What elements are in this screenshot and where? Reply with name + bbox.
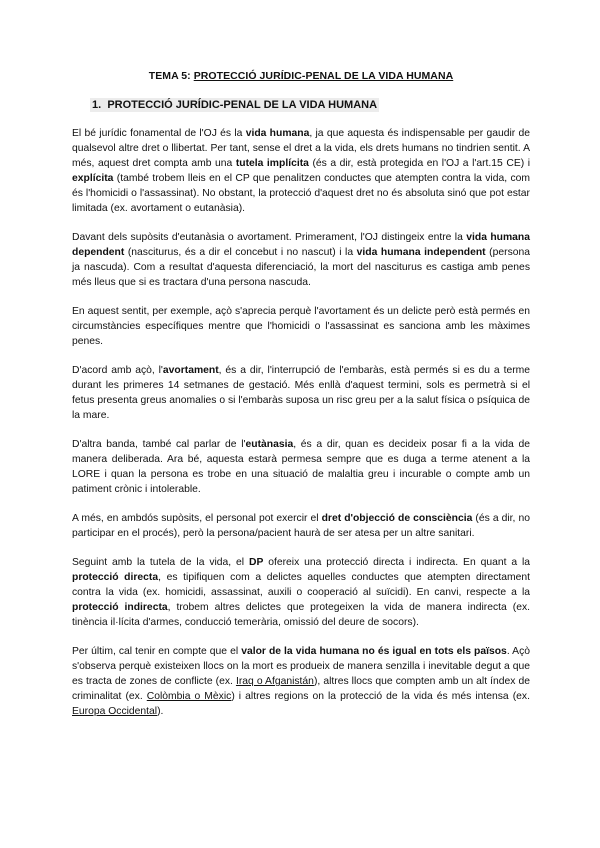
paragraph-4: D'acord amb açò, l'avortament, és a dir, l'interrupció de l'embaràs, està permés si es du a terme durant les primeres 14 setmanes de gestació. Més enllà d'aquest termini, sols es permetrà si el fetus presenta greus anomalies o si l'embaràs suposa un risc greu per a la salut física o psíquica de la mare. xyxy=(72,365,531,421)
example-link-iraq: Iraq o Afganistán xyxy=(235,676,314,687)
example-link-colombia: Colòmbia o Mèxic xyxy=(146,691,232,702)
paragraph-5: D'altra banda, també cal parlar de l'eutànasia, és a dir, quan es decideix posar fi a la vida de manera deliberada. Ara bé, aquesta estarà permesa sempre que es duga a terme atenent a la LORE i quan la persona es trobe en una situació de malaltia greu i incurable o compte amb un patiment crònic i intolerable. xyxy=(72,439,530,495)
paragraph-1: El bé jurídic fonamental de l'OJ és la vida humana, ja que aquesta és indispensable per gaudir de qualsevol altre dret o llibertat. Per tant, sense el dret a la vida, els drets humans no tindrien sentit. A més, aquest dret compta amb una tutela implícita (és a dir, està protegida en l'OJ a l'art.15 CE) i explícita (també trobem lleis en el CP que penalitzen conductes que atempten contra la vida, com és l'homicidi o l'assassinat). No obstant, la protecció d'aquest dret no és absoluta sinó que pot estar limitada (ex. avortament o eutanàsia). xyxy=(72,128,530,214)
example-link-europa: Europa Occidental xyxy=(72,706,158,717)
paragraph-7: Seguint amb la tutela de la vida, el DP ofereix una protecció directa i indirecta. En quant a la protecció directa, es tipifiquen com a delictes aquelles conductes que atempten directament contra la vida (ex. homicidi, assassinat, auxili o cooperació al suïcidi). En canvi, respecte a la protecció indirecta, trobem altres delictes que protegeixen la vida de manera indirecta (ex. tinència il·lícita d'armes, conducció temerària, omissió del deure de socors). xyxy=(72,557,531,628)
paragraph-2: Davant dels supòsits d'eutanàsia o avortament. Primerament, l'OJ distingeix entre la vida humana dependent (nasciturus, és a dir el concebut i no nascut) i la vida humana independent (persona ja nascuda). Com a resultat d'aquesta diferenciació, la mort del nasciturus es castiga amb penes més lleus que si es tractara d'una persona nascuda. xyxy=(72,232,531,288)
section-title: PROTECCIÓ JURÍDIC-PENAL DE LA VIDA HUMANA xyxy=(107,99,378,111)
title-main: PROTECCIÓ JURÍDIC-PENAL DE LA VIDA HUMANA xyxy=(193,70,454,82)
paragraph-3: En aquest sentit, per exemple, açò s'aprecia perquè l'avortament és un delicte però està permés en circumstàncies específiques mentre que l'homicidi o l'assassinat es sanciona amb les màximes penes. xyxy=(72,306,530,347)
document-page xyxy=(72,70,530,733)
paragraph-8: Per últim, cal tenir en compte que el valor de la vida humana no és igual en tots els països. Açò s'observa perquè existeixen llocs on la mort es produeix de manera senzilla i inevitable degut a que es tracta de zones de conflicte (ex. Iraq o Afganistán), altres llocs que compten amb un alt índex de criminalitat (ex. Colòmbia o Mèxic) i altres regions on la protecció de la vida és més intensa (ex. Europa Occidental). xyxy=(72,646,531,717)
paragraph-6: A més, en ambdós supòsits, el personal pot exercir el dret d'objecció de consciència (és a dir, no participar en el procés), però la persona/pacient haurà de ser atesa per un altre sanitari. xyxy=(72,513,530,539)
section-number: 1. xyxy=(92,99,102,111)
title-prefix: TEMA 5: xyxy=(148,70,194,82)
section-heading xyxy=(90,99,530,111)
document-title xyxy=(72,70,530,82)
